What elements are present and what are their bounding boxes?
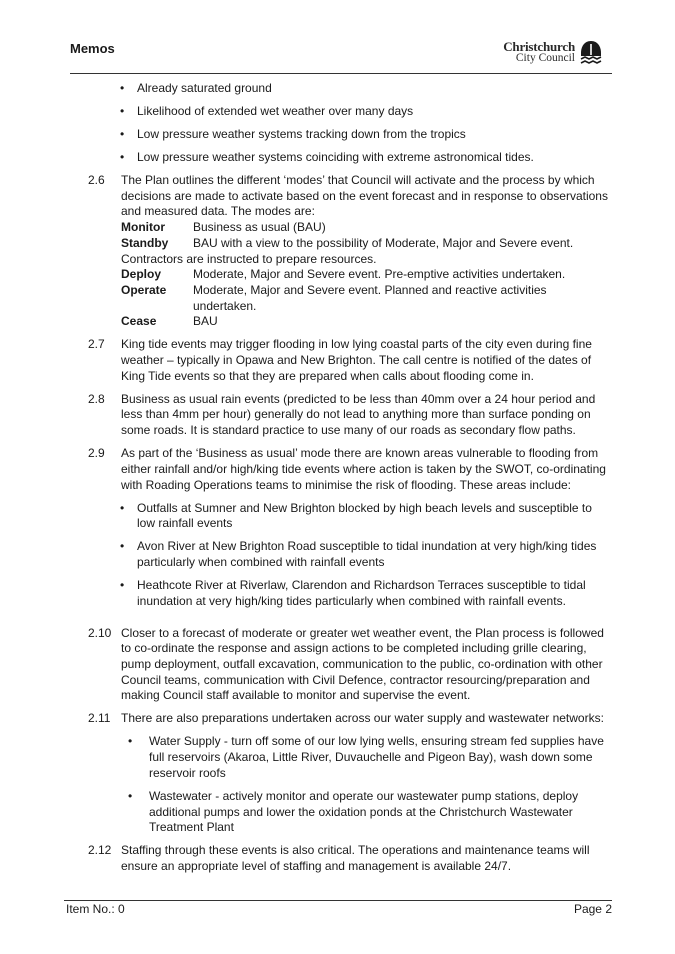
- mode-key: Cease: [121, 314, 157, 329]
- mode-row: [121, 267, 612, 283]
- paragraph-number: 2.10: [88, 625, 112, 640]
- paragraph-text: The Plan outlines the different ‘modes’ that Council will activate and the process by which decisions are made to activate based on the event forecast and in response to observations and measured data. The modes are:: [121, 173, 608, 219]
- item-number: Item No.: 0: [66, 902, 125, 916]
- paragraph-text: Closer to a forecast of moderate or greater wet weather event, the Plan process is followed to co-ordinate the response and assign actions to be completed including grille clearing, pump deployment, outfall excavation, communication to the public, co-ordination with other Council teams, communication with Civil Defence, contractor resourcing/preparation and making Council staff available to monitor and supervise the event.: [121, 625, 604, 703]
- paragraph-2-6: [88, 173, 612, 330]
- paragraph-2-11: [88, 711, 612, 727]
- mode-desc: BAU with a view to the possibility of Moderate, Major and Severe event.: [193, 235, 574, 250]
- paragraph-text: As part of the ‘Business as usual’ mode there are known areas vulnerable to flooding from either rainfall and/or high/king tide events where action is taken by the SWOT, co-ordinating with Roading Operations teams to minimise the risk of flooding. These areas include:: [121, 446, 606, 492]
- spacer: [88, 617, 612, 626]
- list-item: • Heathcote River at Riverlaw, Clarendon and Richardson Terraces susceptible to tidal inundation at very high/king tides particularly when combined with rainfall events.: [88, 578, 612, 609]
- mode-desc: Business as usual (BAU): [193, 220, 326, 235]
- paragraph-text: King tide events may trigger flooding in low lying coastal parts of the city even during fine weather – typically in Opawa and New Brighton. The call centre is notified of the dates of King Tide events so that they are prepared when calls about flooding come in.: [121, 337, 592, 383]
- list-item: • Avon River at New Brighton Road susceptible to tidal inundation at very high/king tides particularly when combined with rainfall events: [88, 539, 612, 570]
- paragraph-2-8: [88, 392, 612, 439]
- mode-row: [121, 236, 612, 252]
- paragraph-number: 2.9: [88, 446, 105, 461]
- list-item: • Low pressure weather systems coinciding with extreme astronomical tides.: [88, 150, 612, 166]
- header-rule: [70, 73, 612, 74]
- cathedral-logo-icon: [579, 40, 603, 66]
- paragraph-text: There are also preparations undertaken across our water supply and wastewater networks:: [121, 711, 604, 726]
- paragraph-2-9: [88, 446, 612, 493]
- mode-row: [121, 220, 612, 236]
- list-item: • Low pressure weather systems tracking down from the tropics: [88, 127, 612, 143]
- list-item: • Water Supply - turn off some of our low lying wells, ensuring stream fed supplies have full reservoirs (Akaroa, Little River, Duvauchelle and Pigeon Bay), wash down some reservoir roofs: [88, 734, 612, 781]
- paragraph-number: 2.8: [88, 391, 105, 406]
- mode-row: [121, 283, 612, 314]
- mode-key: Deploy: [121, 267, 162, 282]
- list-item: • Outfalls at Sumner and New Brighton blocked by high beach levels and susceptible to low rainfall events: [88, 501, 612, 532]
- mode-key: Monitor: [121, 220, 165, 235]
- paragraph-number: 2.11: [88, 711, 111, 726]
- paragraph-2-7: [88, 337, 612, 384]
- logo-line-2: City Council: [515, 52, 575, 64]
- paragraph-text: Staffing through these events is also critical. The operations and maintenance teams will ensure an appropriate level of staffing and management is available 24/7.: [121, 843, 590, 873]
- mode-desc: Moderate, Major and Severe event. Pre-emptive activities undertaken.: [193, 267, 566, 282]
- list-item: • Wastewater - actively monitor and operate our wastewater pump stations, deploy additional pumps and lower the oxidation ponds at the Christchurch Wastewater Treatment Plant: [88, 789, 612, 836]
- paragraph-2-10: [88, 626, 612, 705]
- page-number: Page 2: [573, 902, 612, 916]
- paragraph-2-12: [88, 843, 612, 874]
- mode-key: Operate: [121, 282, 167, 297]
- mode-desc: BAU: [193, 314, 218, 329]
- memo-body: [88, 81, 612, 882]
- header-title: Memos: [70, 41, 115, 56]
- paragraph-number: 2.6: [88, 173, 105, 187]
- paragraph-text: Business as usual rain events (predicted to be less than 40mm over a 24 hour period and less than 4mm per hour) generally do not lead to anything more than surface ponding on some roads. It is standard practice to use many of our roads as secondary flow paths.: [121, 391, 596, 438]
- mode-key: Standby: [121, 235, 169, 250]
- council-logo: [497, 39, 603, 67]
- mode-desc: Moderate, Major and Severe event. Planned and reactive activities undertaken.: [193, 282, 547, 313]
- list-item: • Already saturated ground: [88, 81, 612, 97]
- contractors-line: Contractors are instructed to prepare resources.: [121, 251, 377, 266]
- list-item: • Likelihood of extended wet weather over many days: [88, 104, 612, 120]
- paragraph-number: 2.7: [88, 337, 105, 352]
- logo-line-1: Christchurch: [503, 39, 575, 54]
- mode-row: [121, 314, 612, 330]
- footer-rule: [64, 900, 612, 901]
- paragraph-number: 2.12: [88, 843, 112, 858]
